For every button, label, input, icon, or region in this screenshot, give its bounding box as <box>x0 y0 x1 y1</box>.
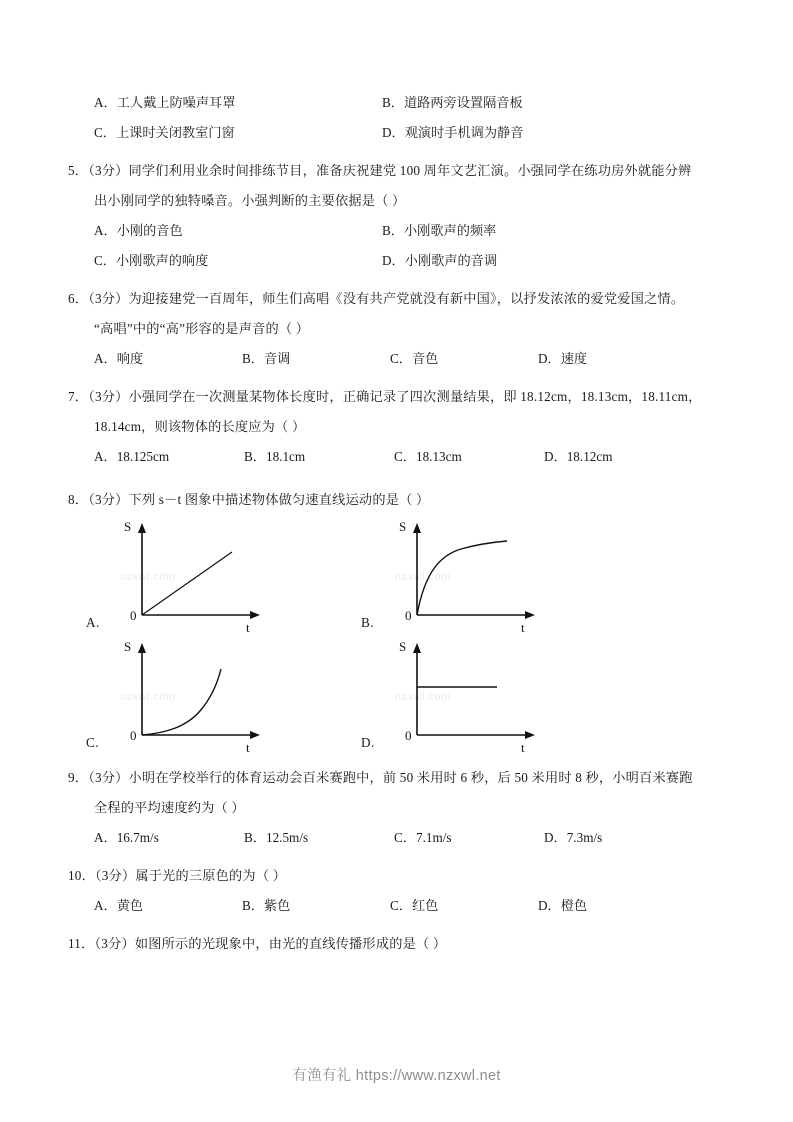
option-d[interactable]: D．速度 <box>538 351 588 366</box>
divider-spacer <box>68 148 728 156</box>
option-c[interactable]: C．7.1m/s <box>394 830 452 845</box>
option-a[interactable]: A．小刚的音色 <box>94 223 183 238</box>
option-b[interactable]: B．道路两旁设置隔音板 <box>382 95 523 110</box>
option-row <box>68 344 728 374</box>
graph-a-origin-label: 0 <box>130 608 137 623</box>
footer-watermark: 有渔有礼 https://www.nzxwl.net <box>292 1068 501 1084</box>
graph-b-svg <box>379 515 569 635</box>
divider-spacer <box>68 276 728 284</box>
option-d[interactable]: D．小刚歌声的音调 <box>382 253 498 268</box>
question-4-options-block <box>68 88 728 148</box>
option-b[interactable]: B．紫色 <box>242 898 291 913</box>
divider-spacer <box>68 755 728 763</box>
page-content <box>68 88 728 959</box>
option-b[interactable]: B．小刚歌声的频率 <box>382 223 497 238</box>
question-8-graph-grid <box>68 515 728 755</box>
option-d[interactable]: D．观演时手机调为静音 <box>382 125 524 140</box>
option-d[interactable]: D．7.3m/s <box>544 830 603 845</box>
question-10-stem-line-1: 10．（3分）属于光的三原色的为（ ） <box>68 868 287 883</box>
option-row <box>68 442 728 472</box>
question-5 <box>68 156 728 276</box>
graph-option-c[interactable] <box>68 635 343 755</box>
option-d[interactable]: D．18.12cm <box>544 449 613 464</box>
question-11 <box>68 929 728 959</box>
question-6-stem-line-1: 6．（3分）为迎接建党一百周年，师生们高唱《没有共产党就没有新中国》，以抒发浓浓的爱党爱国之情。 <box>68 291 685 306</box>
option-row <box>68 891 728 921</box>
graph-c-x-label: t <box>246 740 250 755</box>
question-10 <box>68 861 728 921</box>
option-a[interactable]: A．工人戴上防噪声耳罩 <box>94 95 236 110</box>
graph-a-label: A. <box>86 615 100 630</box>
question-9 <box>68 763 728 853</box>
question-8 <box>68 485 728 755</box>
option-c[interactable]: C．上课时关闭教室门窗 <box>94 125 235 140</box>
graph-b-label: B. <box>361 615 375 630</box>
graph-b-x-label: t <box>521 620 525 635</box>
inner-watermark: nzxwl.com <box>120 571 176 583</box>
graph-option-a[interactable] <box>68 515 343 635</box>
option-a[interactable]: A．18.125cm <box>94 449 170 464</box>
divider-spacer <box>68 374 728 382</box>
option-row <box>68 118 728 148</box>
question-6 <box>68 284 728 374</box>
question-9-stem-line-1: 9．（3分）小明在学校举行的体育运动会百米赛跑中，前 50 米用时 6 秒，后 50 米用时 8 秒，小明百米赛跑 <box>68 770 693 785</box>
graph-c-y-label: S <box>124 639 132 654</box>
question-7-stem-line-2: 18.14cm，则该物体的长度应为（ ） <box>94 419 306 434</box>
graph-b-y-label: S <box>399 519 407 534</box>
graph-option-d[interactable] <box>343 635 618 755</box>
question-8-stem-line-1: 8．（3分）下列 s－t 图象中描述物体做匀速直线运动的是（ ） <box>68 492 430 507</box>
option-row <box>68 88 728 118</box>
question-5-stem-line-1: 5．（3分）同学们利用业余时间排练节目，准备庆祝建党 100 周年文艺汇演。小强同学在练功房外就能分辨 <box>68 163 692 178</box>
question-9-stem-line-2: 全程的平均速度约为（ ） <box>94 800 245 815</box>
question-5-stem-line-2: 出小刚同学的独特嗓音。小强判断的主要依据是（ ） <box>94 193 406 208</box>
option-a[interactable]: A．黄色 <box>94 898 144 913</box>
divider-spacer <box>68 853 728 861</box>
option-c[interactable]: C．18.13cm <box>394 449 462 464</box>
graph-d-origin-label: 0 <box>405 728 412 743</box>
question-7 <box>68 382 728 472</box>
question-11-stem-line-1: 11．（3分）如图所示的光现象中，由光的直线传播形成的是（ ） <box>68 936 447 951</box>
option-a[interactable]: A．16.7m/s <box>94 830 159 845</box>
graph-c-svg <box>104 635 294 755</box>
divider-spacer <box>68 921 728 929</box>
graph-row-top <box>68 515 728 635</box>
graph-d-svg <box>379 635 569 755</box>
option-row <box>68 216 728 246</box>
graph-d-x-label: t <box>521 740 525 755</box>
option-b[interactable]: B．18.1cm <box>244 449 306 464</box>
graph-d-label: D. <box>361 735 375 750</box>
option-c[interactable]: C．音色 <box>390 351 439 366</box>
graph-b-origin-label: 0 <box>405 608 412 623</box>
graph-a-svg <box>104 515 294 635</box>
inner-watermark: nzxwl.com <box>120 691 176 703</box>
option-c[interactable]: C．红色 <box>390 898 439 913</box>
option-b[interactable]: B．音调 <box>242 351 291 366</box>
inner-watermark: nzxwl.com <box>395 571 451 583</box>
question-7-stem-line-1: 7．（3分）小强同学在一次测量某物体长度时，正确记录了四次测量结果，即 18.12cm，18.13cm，18.11cm， <box>68 389 702 404</box>
inner-watermark: nzxwl.com <box>395 691 451 703</box>
option-row <box>68 823 728 853</box>
graph-a-x-label: t <box>246 620 250 635</box>
option-row <box>68 246 728 276</box>
graph-d-y-label: S <box>399 639 407 654</box>
option-a[interactable]: A．响度 <box>94 351 144 366</box>
graph-a-y-label: S <box>124 519 132 534</box>
graph-c-origin-label: 0 <box>130 728 137 743</box>
option-d[interactable]: D．橙色 <box>538 898 588 913</box>
graph-row-bottom <box>68 635 728 755</box>
option-b[interactable]: B．12.5m/s <box>244 830 309 845</box>
question-6-stem-line-2: “高唱”中的“高”形容的是声音的（ ） <box>94 321 310 336</box>
divider-spacer <box>68 472 728 485</box>
graph-c-label: C. <box>86 735 100 750</box>
graph-option-b[interactable] <box>343 515 618 635</box>
option-c[interactable]: C．小刚歌声的响度 <box>94 253 209 268</box>
